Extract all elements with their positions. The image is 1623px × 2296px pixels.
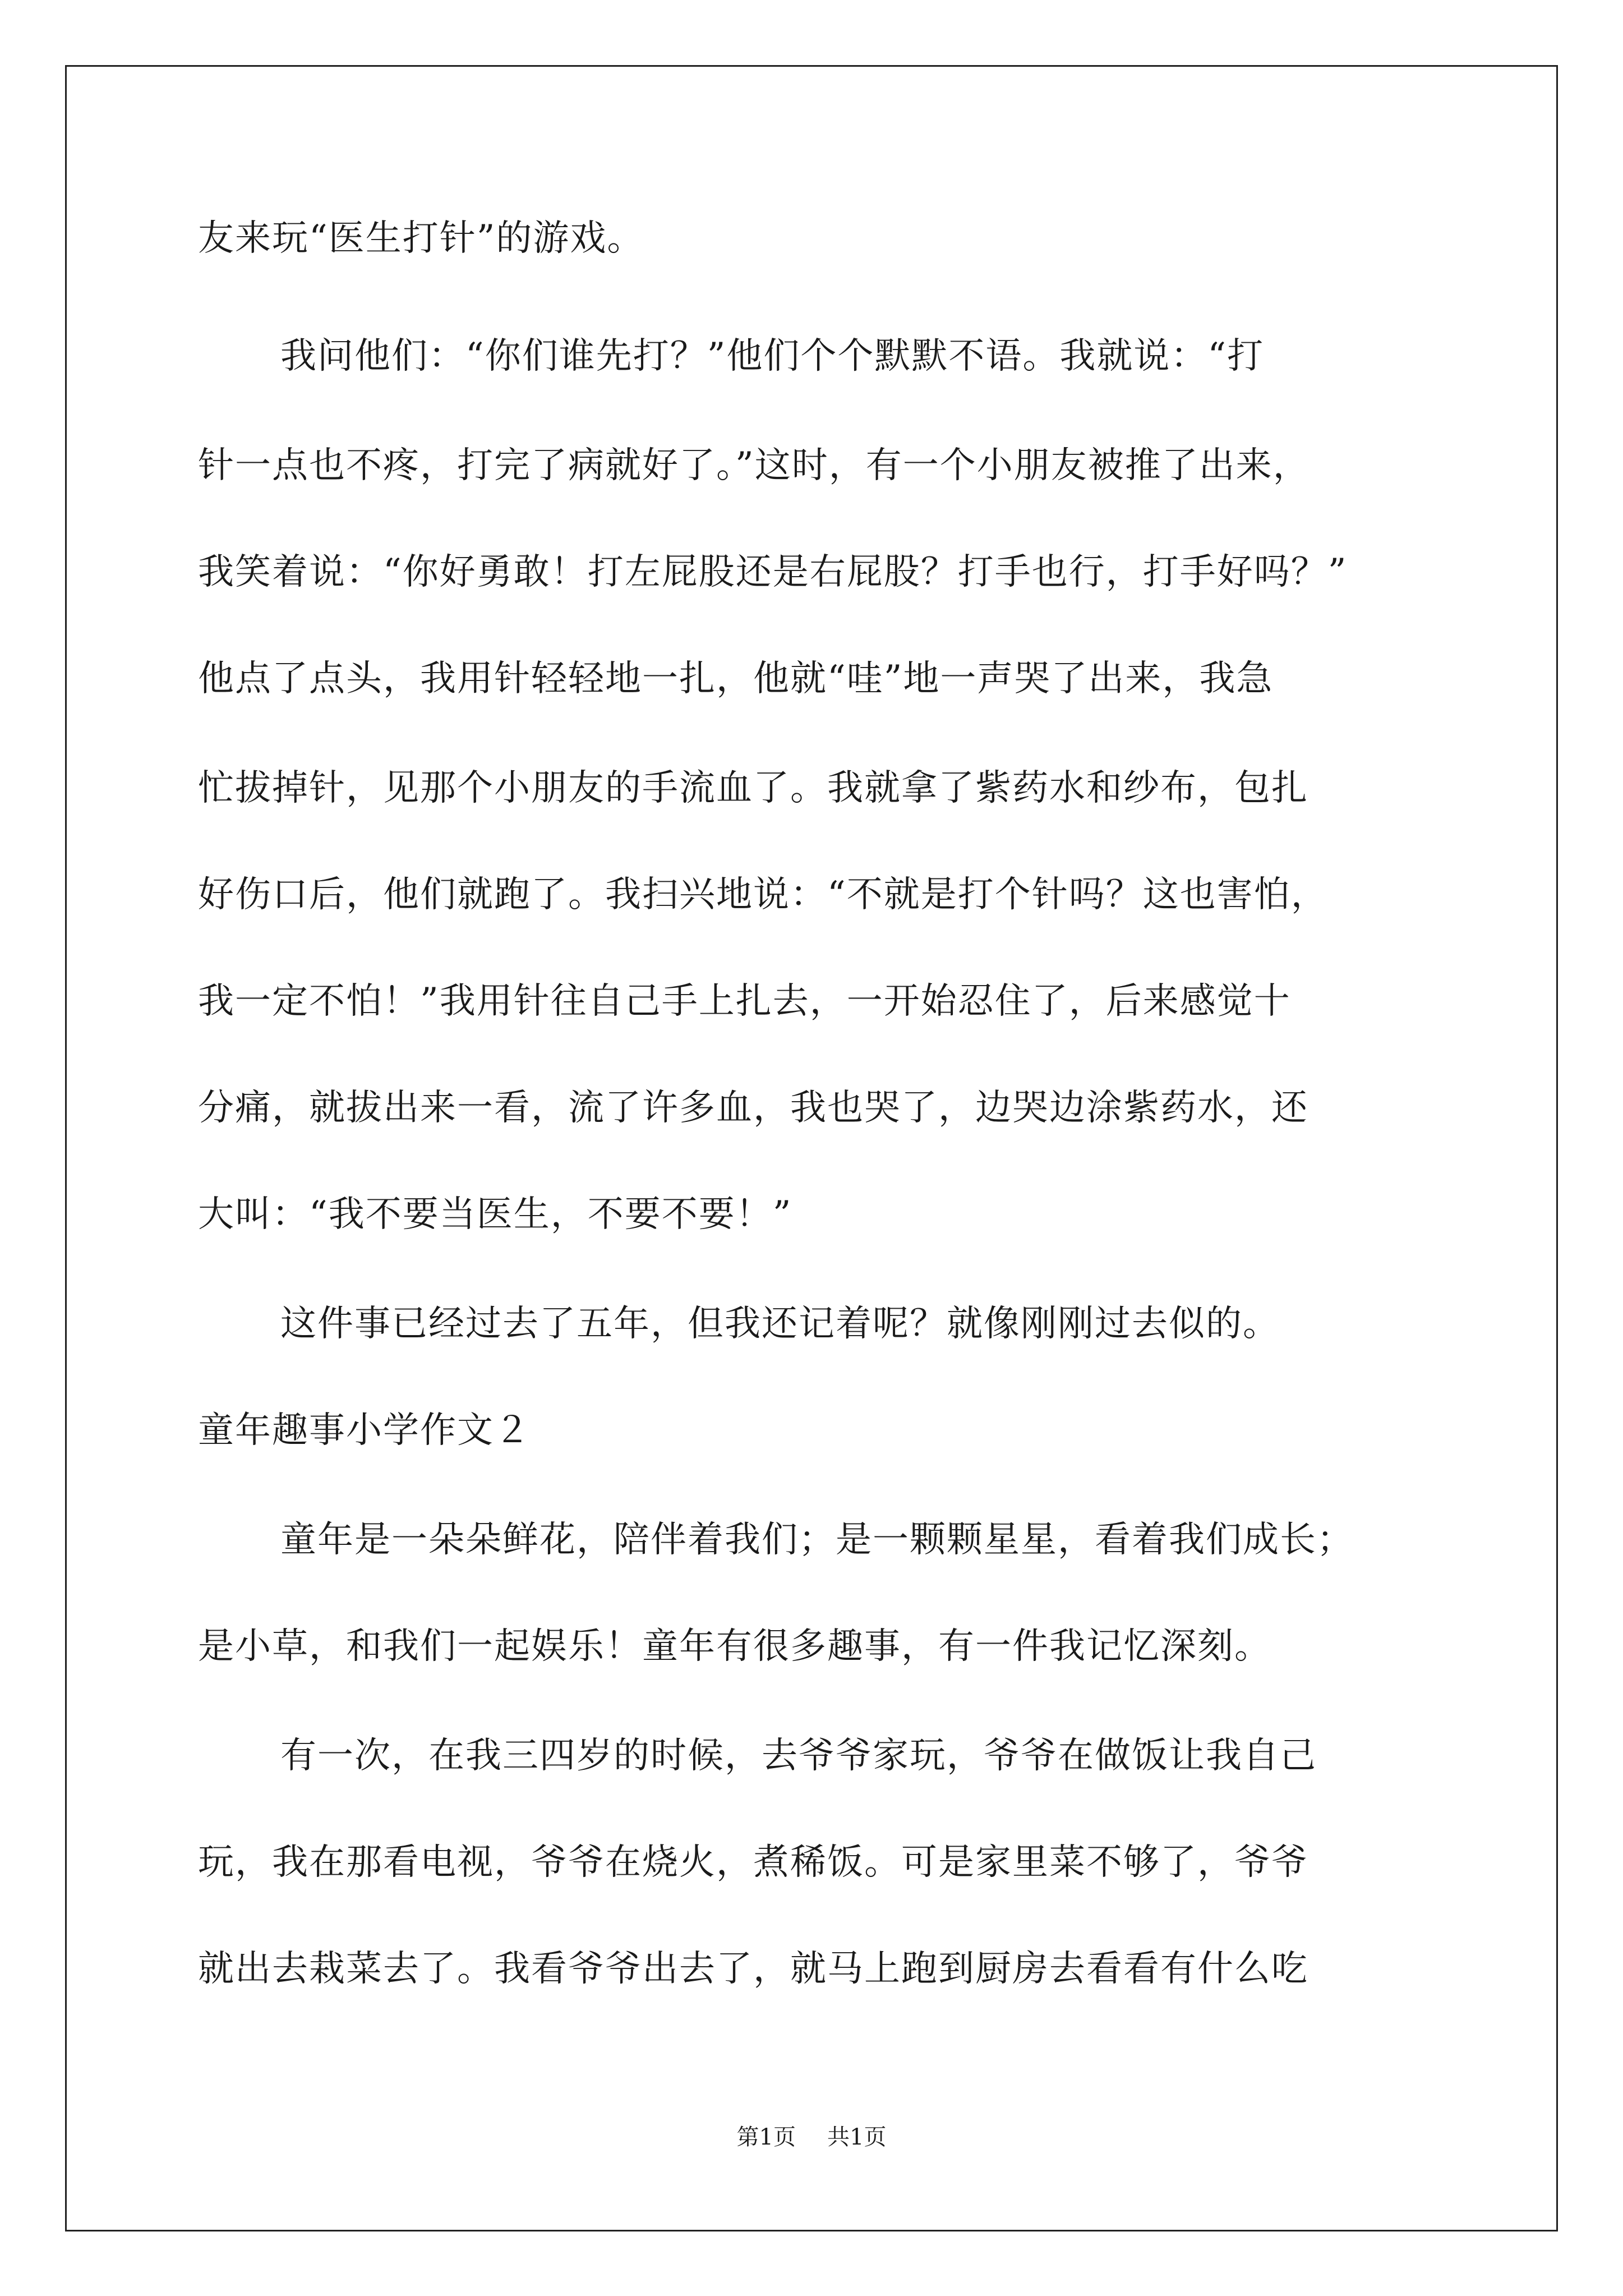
paragraph-line: 就出去栽菜去了。我看爷爷出去了，就马上跑到厨房去看看有什么吃	[198, 1948, 1308, 1990]
paragraph-line: 分痛，就拔出来一看，流了许多血，我也哭了，边哭边涂紫药水，还	[198, 1087, 1308, 1129]
paragraph-line: 友来玩“医生打针”的游戏。	[198, 218, 644, 259]
paragraph-line: 我问他们：“你们谁先打？”他们个个默默不语。我就说：“打	[280, 335, 1265, 377]
page-footer	[0, 2124, 1623, 2151]
paragraph-line: 忙拔掉针，见那个小朋友的手流血了。我就拿了紫药水和纱布，包扎	[198, 767, 1308, 809]
paragraph-line: 有一次，在我三四岁的时候，去爷爷家玩，爷爷在做饭让我自己	[280, 1735, 1317, 1777]
paragraph-line: 大叫：“我不要当医生，不要不要！”	[198, 1194, 792, 1235]
paragraph-line: 我一定不怕！”我用针往自己手上扎去，一开始忍住了，后来感觉十	[198, 981, 1291, 1022]
page-border	[65, 65, 1558, 2231]
paragraph-line: 玩，我在那看电视，爷爷在烧火，煮稀饭。可是家里菜不够了，爷爷	[198, 1842, 1308, 1883]
paragraph-line: 这件事已经过去了五年，但我还记着呢？就像刚刚过去似的。	[280, 1303, 1280, 1345]
section-heading: 童年趣事小学作文２	[198, 1410, 531, 1451]
paragraph-line: 是小草，和我们一起娱乐！童年有很多趣事，有一件我记忆深刻。	[198, 1626, 1271, 1667]
page-total: 共1页	[827, 2124, 887, 2150]
page-number: 第1页	[736, 2124, 796, 2150]
paragraph-line: 我笑着说：“你好勇敢！打左屁股还是右屁股？打手也行，打手好吗？”	[198, 551, 1348, 593]
paragraph-line: 他点了点头，我用针轻轻地一扎，他就“哇”地一声哭了出来，我急	[198, 658, 1274, 700]
paragraph-line: 针一点也不疼，打完了病就好了。”这时，有一个小朋友被推了出来，	[198, 445, 1310, 486]
paragraph-line: 好伤口后，他们就跑了。我扫兴地说：“不就是打个针吗？这也害怕，	[198, 874, 1328, 915]
paragraph-line: 童年是一朵朵鲜花，陪伴着我们；是一颗颗星星，看着我们成长；	[280, 1519, 1354, 1561]
